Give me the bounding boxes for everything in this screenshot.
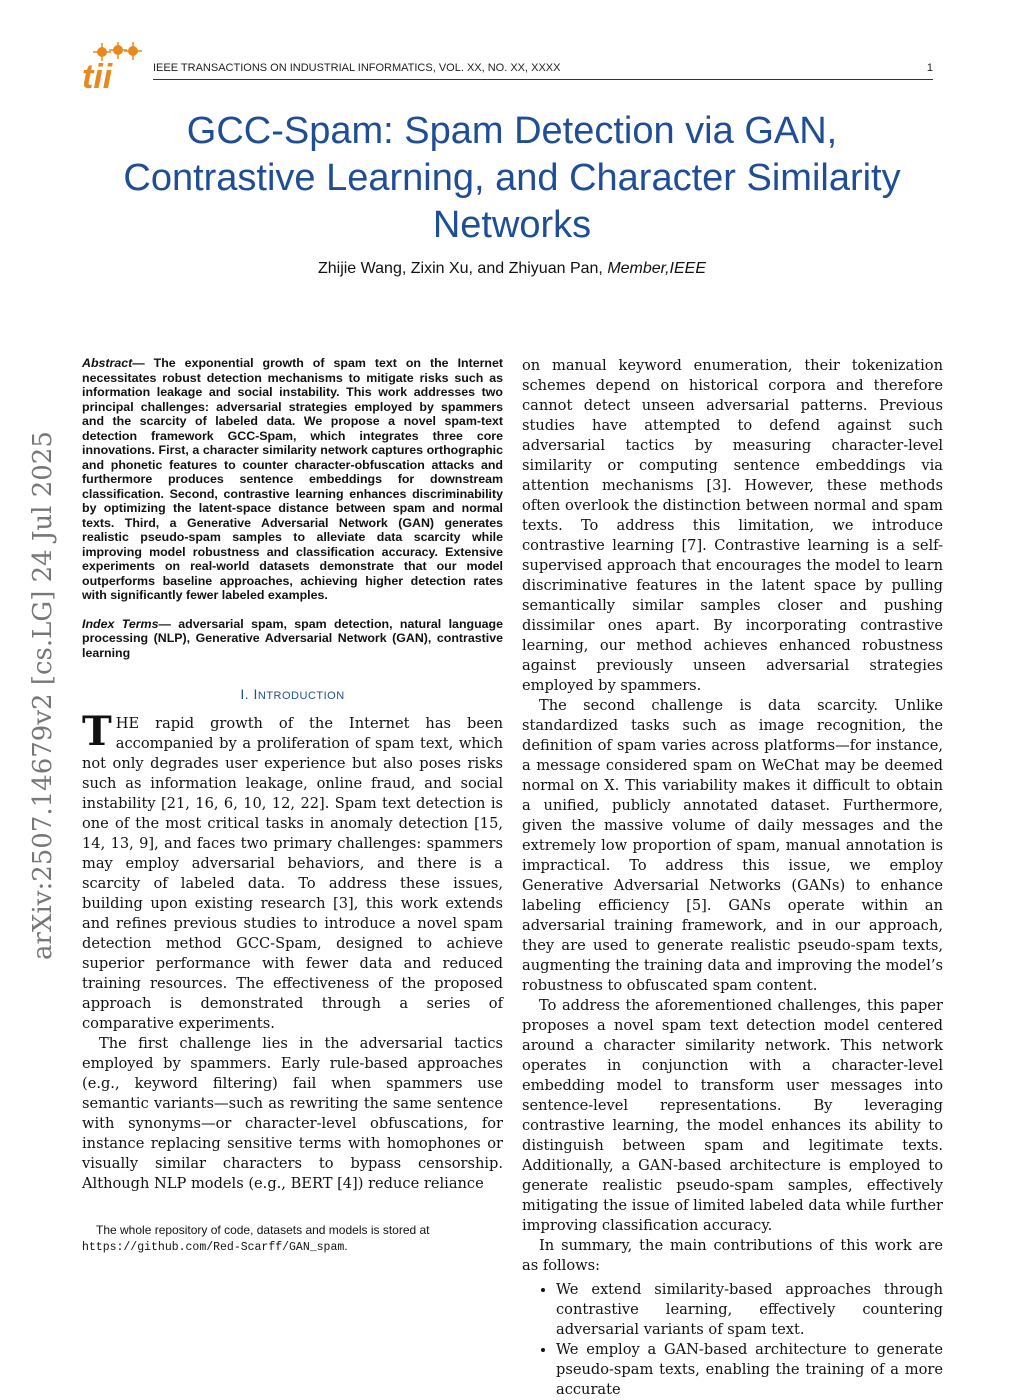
footnote [82,1222,503,1256]
intro-paragraph-1 [82,708,503,1034]
intro-paragraph-2-continued: on manual keyword enumeration, their tokenization schemes depend on historical corpora and therefore cannot detect unseen adversarial patterns. Previous studies have attempted to defend against such adversarial tactics by measuring character-level similarity or computing sentence embeddings via attention mechanisms [3]. However, these methods often overlook the distinction between normal and spam texts. To address this limitation, we introduce contrastive learning [7]. Contrastive learning is a self-supervised approach that encourages the model to learn discriminative features in the latent space by pulling semantically similar samples closer and pushing dissimilar ones apart. By incorporating contrastive learning, our method achieves enhanced robustness against previously unseen adversarial strategies employed by spammers. [522,357,943,694]
abstract: Abstract— The exponential growth of spam text on the Internet necessitates robust detection mechanisms to mitigate risks such as information leakage and social instability. This work addresses two principal challenges: adversarial strategies employed by spammers and the scarcity of labeled data. We propose a novel spam-text detection framework GCC-Spam, which integrates three core innovations. First, a character similarity network captures orthographic and phonetic features to counter character-obfuscation attacks and furthermore produces sentence embeddings for downstream classification. Second, contrastive learning enhances discriminability by optimizing the latent-space distance between spam and normal texts. Third, a Generative Adversarial Network (GAN) generates realistic pseudo-spam samples to alleviate data scarcity while improving model robustness and classification accuracy. Extensive experiments on real-world datasets demonstrate that our model outperforms baseline approaches, achieving higher detection rates with significantly fewer labeled examples. [82,356,503,602]
intro-paragraph-5: In summary, the main contributions of this work are as follows: [522,1237,943,1274]
index-terms: Index Terms— adversarial spam, spam detection, natural language processing (NLP), Generative Adversarial Network (GAN), contrastive learning [82,616,503,660]
logo-text: tii [82,58,113,90]
paper-title: GCC-Spam: Spam Detection via GAN, Contrastive Learning, and Character Similarity Networks [123,110,901,246]
footnote-url[interactable]: https://github.com/Red-Scarff/GAN_spam [82,1241,345,1254]
left-column [82,356,503,1194]
page-number: 1 [926,62,933,74]
intro-paragraph-2: The first challenge lies in the adversarial tactics employed by spammers. Early rule-based approaches (e.g., keyword filtering) fail when spammers use semantic variants—such as rewriting the same sentence with synonyms—or character-level obfuscations, for instance replacing sensitive terms with homophones or visually similar characters to bypass censorship. Although NLP models (e.g., BERT [4]) reduce reliance [82,1035,503,1192]
intro-p1-text: HE rapid growth of the Internet has been accompanied by a proliferation of spam text, which not only degrades user experience but also poses risks such as information leakage, online fraud, and social instability [21, 16, 6, 10, 12, 22]. Spam text detection is one of the most critical tasks in anomaly detection [15, 14, 13, 9], and faces two primary challenges: spammers may employ adversarial behaviors, and there is a scarcity of labeled data. To address these issues, building upon existing research [3], this work extends and refines previous studies to introduce a novel spam detection method GCC-Spam, designed to achieve superior performance with fewer data and reduced training resources. The effectiveness of the proposed approach is demonstrated through a series of comparative experiments. [82,715,503,1032]
contributions-list [522,1280,943,1400]
section-initial: I [253,686,258,702]
contribution-item: • We employ a GAN-based architecture to generate pseudo-spam texts, enabling the training of a more accurate [556,1340,943,1400]
drop-cap: T [82,708,112,755]
index-terms-text: adversarial spam, spam detection, natural language processing (NLP), Generative Adversarial Network (GAN), contrastive learning [82,616,503,660]
author-names: Zhijie Wang, Zixin Xu, and Zhiyuan Pan, [317,260,603,277]
abstract-label: Abstract [82,356,133,370]
abstract-text: The exponential growth of spam text on the Internet necessitates robust detection mechanisms to mitigate risks such as information leakage and social instability. This work addresses two principal challenges: adversarial strategies employed by spammers and the scarcity of labeled data. We propose a novel spam-text detection framework GCC-Spam, which integrates three core innovations. First, a character similarity network captures orthographic and phonetic features to counter character-obfuscation attacks and furthermore produces sentence embeddings for downstream classification. Second, contrastive learning enhances discriminability by optimizing the latent-space distance between spam and normal texts. Third, a Generative Adversarial Network (GAN) generates realistic pseudo-spam samples to alleviate data scarcity while improving model robustness and classification accuracy. Extensive experiments on real-world datasets demonstrate that our model outperforms baseline approaches, achieving higher detection rates with significantly fewer labeled examples. [82,356,503,602]
header-rule [153,79,933,80]
intro-paragraph-4: To address the aforementioned challenges, this paper proposes a novel spam text detection model centered around a character similarity network. This network operates in conjunction with a character-level embedding model to transform user messages into sentence-level representations. By leveraging contrastive learning, the model enhances its ability to distinguish between spam and legitimate texts. Additionally, a GAN-based architecture is employed to generate realistic pseudo-spam samples, effectively mitigating the issue of limited labeled data while further improving classification accuracy. [522,997,943,1234]
section-numeral: I. [240,686,250,702]
author-list [90,260,934,278]
section-heading-introduction [82,684,503,706]
author-membership: Member,IEEE [607,260,707,277]
section-title-rest: NTRODUCTION [257,690,345,702]
right-column [522,356,943,1400]
intro-paragraph-3: The second challenge is data scarcity. Unlike standardized tasks such as image recognition, the definition of spam varies across platforms—for instance, a message considered spam on WeChat may be deemed normal on X. This variability makes it difficult to obtain a unified, publicly annotated dataset. Furthermore, given the massive volume of daily messages and the extremely low proportion of spam, manual annotation is impractical. To address this issue, we employ Generative Adversarial Networks (GANs) to enhance labeling efficiency [5]. GANs operate within an adversarial training framework, and in our approach, they are used to generate realistic pseudo-spam texts, augmenting the training data and improving the model’s robustness to obfuscated spam content. [522,697,943,994]
running-header [153,62,933,74]
arxiv-identifier[interactable]: arXiv:2507.14679v2 [cs.LG] 24 Jul 2025 [28,431,58,960]
journal-logo [80,42,142,90]
footnote-text: The whole repository of code, datasets and models is stored at [96,1223,430,1237]
journal-name: IEEE TRANSACTIONS ON INDUSTRIAL INFORMATICS, VOL. XX, NO. XX, XXXX [153,62,561,74]
contribution-item: • We extend similarity-based approaches through contrastive learning, effectively countering adversarial variants of spam text. [556,1280,943,1340]
footnote-tail: . [344,1239,348,1253]
index-terms-label: Index Terms [82,616,159,631]
